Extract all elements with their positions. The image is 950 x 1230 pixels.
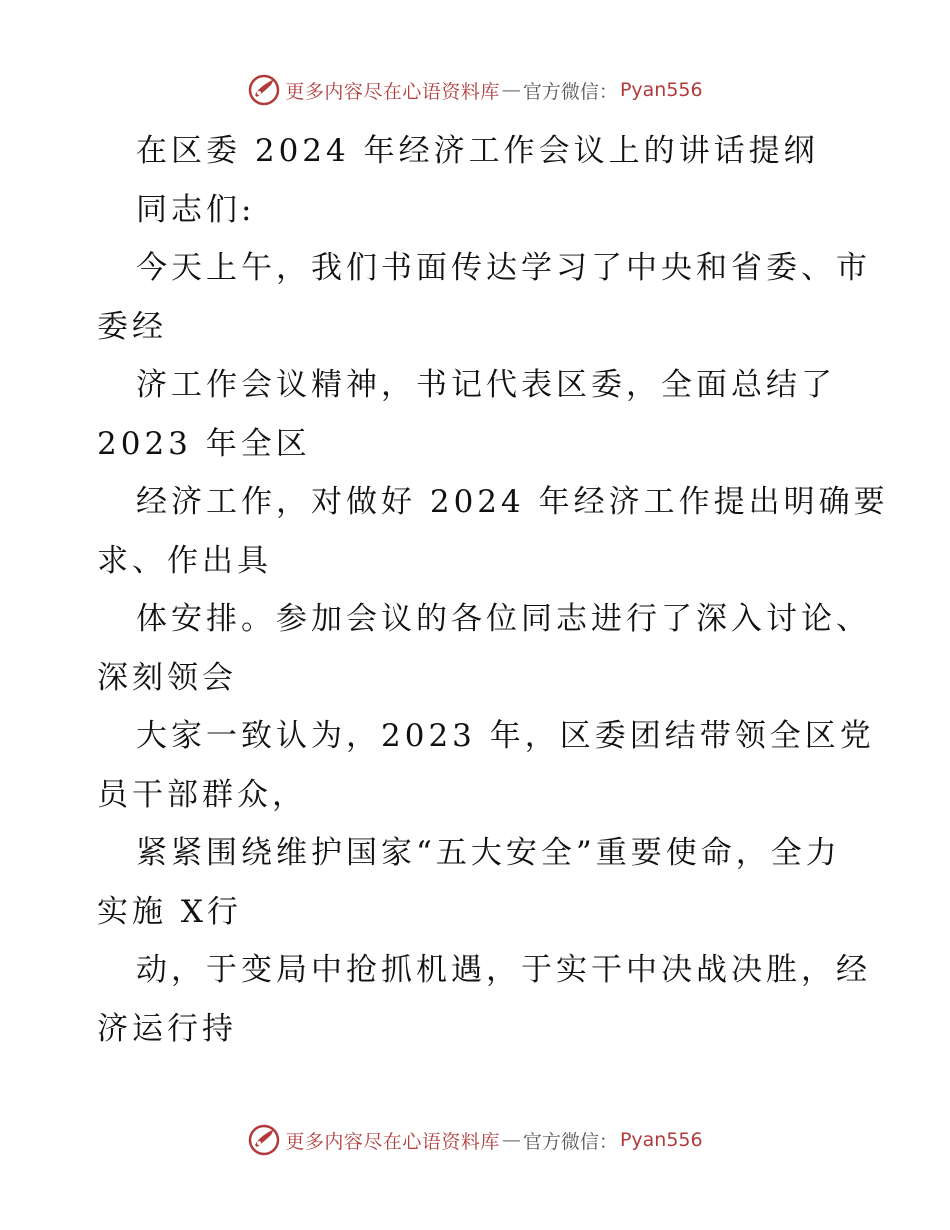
text-line: 求、作出具 (97, 542, 272, 579)
text-line: 委经 (97, 308, 167, 345)
wechat-label: 官方微信： (522, 80, 618, 103)
pen-logo-icon (247, 73, 281, 107)
header-watermark-banner (0, 70, 950, 110)
footer-watermark-banner (0, 1120, 950, 1160)
banner-separator: — (501, 79, 521, 101)
banner-text: 更多内容尽在心语资料库 (285, 80, 500, 103)
text-line: 动，于变局中抢抓机遇，于实干中决战决胜，经 (136, 952, 871, 988)
text-line: 今天上午，我们书面传达学习了中央和省委、市 (136, 250, 871, 286)
text-line: 2023 年全区 (97, 425, 311, 462)
banner-separator: — (501, 1129, 521, 1151)
text-line: 深刻领会 (97, 659, 237, 696)
text-line: 经济工作，对做好 2024 年经济工作提出明确要 (136, 484, 889, 520)
banner-text: 更多内容尽在心语资料库 (285, 1130, 500, 1153)
text-line: 济运行持 (97, 1010, 237, 1047)
wechat-label: 官方微信： (522, 1130, 618, 1153)
text-line: 同志们: (136, 191, 256, 228)
text-line: 大家一致认为，2023 年，区委团结带领全区党 (136, 718, 875, 754)
text-line: 实施 X行 (97, 893, 242, 930)
document-title: 在区委 2024 年经济工作会议上的讲话提纲 (136, 133, 819, 169)
text-line: 济工作会议精神，书记代表区委，全面总结了 (136, 367, 836, 403)
wechat-id: Pyan556 (619, 1129, 703, 1151)
text-line: 员干部群众， (97, 776, 307, 813)
text-line: 体安排。参加会议的各位同志进行了深入讨论、 (136, 601, 871, 637)
pen-logo-icon (247, 1123, 281, 1157)
document-body (97, 122, 889, 1058)
text-line: 紧紧围绕维护国家“五大安全”重要使命，全力 (136, 835, 841, 871)
wechat-id: Pyan556 (619, 79, 703, 101)
